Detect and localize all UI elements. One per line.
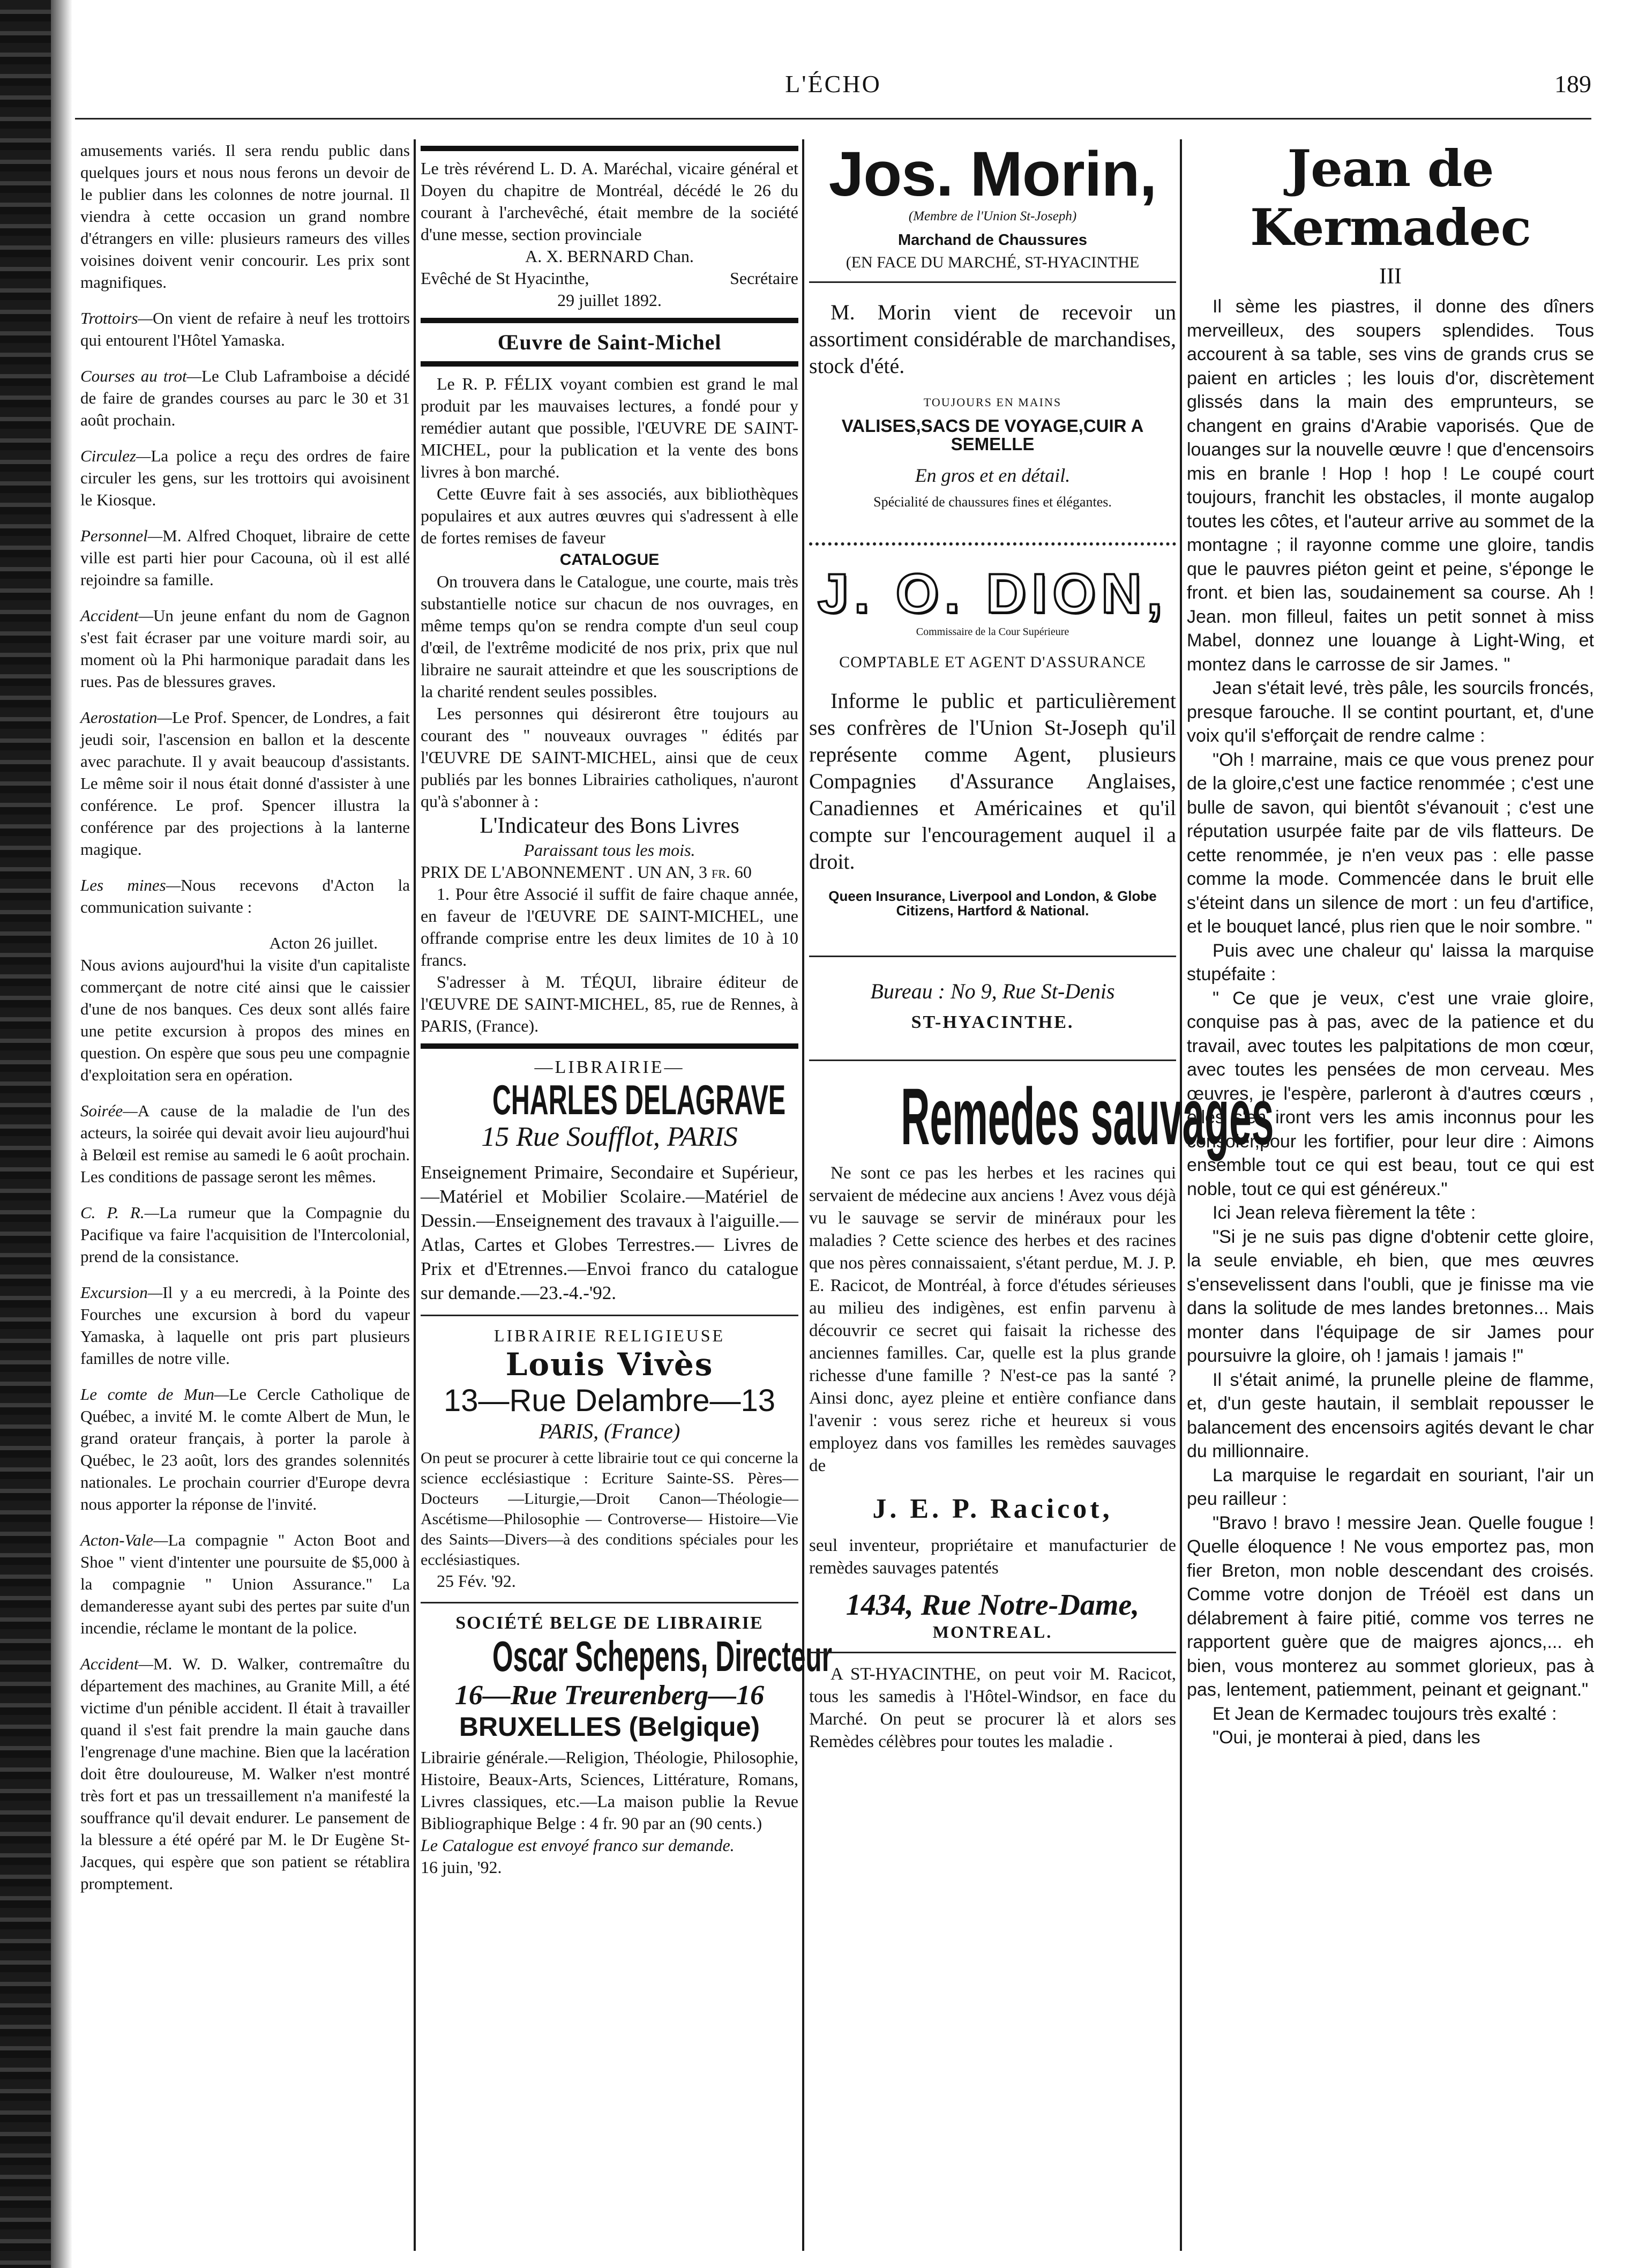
serial-column bbox=[1187, 139, 1594, 2262]
news-item bbox=[80, 139, 410, 293]
news-item-heading: Soirée— bbox=[80, 1101, 138, 1120]
news-item-heading: Circulez— bbox=[80, 446, 151, 465]
serial-paragraph: Et Jean de Kermadec toujours très exalté : bbox=[1213, 1703, 1557, 1724]
remedes-body: Ne sont ce pas les herbes et les racines qui servaient de médecine aux anciens ! Avez vous déjà vu le sauvage se servir de minéraux pour les maladies ? Cette science des herbes et des racines que nos pères connaissaient, s'étant perdue, M. J. P. E. Racicot, de Montréal, à force d'études sérieuses au milieu des indigènes, est enfin parvenu à découvrir ce secret qui faisait la richesse des anciennes familles. Car, quelle est la plus grande richesse d'une famille ? N'est-ce pas la santé ? Ainsi donc, ayez pleine et entière confiance dans l'avenir : vous serez riche et heureux si vous employez dans vos familles les remèdes sauvages de bbox=[809, 1163, 1176, 1475]
notice-role: Secrétaire bbox=[730, 268, 798, 288]
news-item bbox=[80, 445, 410, 511]
news-item-heading: Courses au trot— bbox=[80, 367, 202, 385]
news-item bbox=[80, 1383, 410, 1515]
dion-city: ST-HYACINTHE. bbox=[911, 1012, 1074, 1032]
dion-body: Informe le public et particulièrement ses confrères de l'Union St-Joseph qu'il représente comme Agent, plusieurs Compagnies d'Assurance Anglaises, Canadiennes et Américaines et qu'il compte sur l'encouragement auquel il a droit. bbox=[809, 689, 1176, 874]
serial-paragraph: Ici Jean releva fièrement la tête : bbox=[1213, 1203, 1476, 1223]
morin-trade: Marchand de Chaussures bbox=[898, 232, 1087, 249]
binding-edge bbox=[0, 0, 51, 2268]
news-item-heading: Acton-Vale— bbox=[80, 1531, 168, 1549]
morin-always: TOUJOURS EN MAINS bbox=[923, 396, 1062, 409]
racicot-visit: A ST-HYACINTHE, on peut voir M. Racicot, tous les samedis à l'Hôtel-Windsor, en face du Marché. On peut se procurer là et alors ses Remèdes célèbres pour toutes les maladie . bbox=[809, 1665, 1176, 1751]
serial-paragraph: Il s'était animé, la prunelle pleine de flamme, et, d'un geste hautain, il semblait repousser le balancement des encensoirs agités devant le char du millionnaire. bbox=[1187, 1369, 1594, 1461]
notices-column bbox=[421, 139, 833, 2262]
vives-body: On peut se procurer à cette librairie tout ce qui concerne la science ecclésiastique : Ecriture Sainte-SS. Pères—Docteurs —Liturgie,—Droit Canon—Théologie— Ascétisme—Philosophie — Controverse— Histoire—Vie des Saints—Divers—à des conditions spéciales pour les ecclésiastiques. bbox=[421, 1449, 798, 1569]
dion-name: J. O. DION, bbox=[817, 563, 1168, 625]
serial-paragraph: Il sème les piastres, il donne des dîners merveilleux, des soupers splendides. Tous accourent à sa table, ses vins de grands crus se paient en articles ; les louis d'or, discrètement glissés dans la main des emprunteurs, se changent en grains d'Arabie vaporisés. Que de louanges sur la nouvelle œuvre ! que d'encensoirs mis en branle ! Hop ! hop ! Le coupé court toujours, franchit les obstacles, il monte augalop toutes les côtes, et l'auteur arrive au sommet de la montagne ; il rayonne comme une gloire, tandis que le pauvres piéton geint et peine, s'éponge le front. et bien las, soudainement sa course. Ah ! Jean. mon filleul, faites un petit sonnet à miss Mabel, donnez une louange à Light-Wing, et montez dans le carrosse de sir James. " bbox=[1187, 296, 1594, 675]
oeuvre-paragraph: Le R. P. FÉLIX voyant combien est grand le mal produit par les mauvaises lectures, a fondé pour y remédier autant que possible, l'ŒUVRE DE SAINT-MICHEL, pour la publication et la vente des bons livres à bon marché. bbox=[421, 374, 798, 481]
header-rule bbox=[75, 118, 1591, 120]
vives-label: LIBRAIRIE RELIGIEUSE bbox=[493, 1326, 725, 1345]
news-item-text: La rumeur que la Compagnie du Pacifique va faire l'acquisition de l'Intercolonial, prend de la consistance. bbox=[80, 1203, 410, 1266]
news-item-text: amusements variés. Il sera rendu public dans quelques jours et nous nous ferons un devoir de le publier dans les colonnes de notre journal. Il viendra à cette occasion un grand nombre d'étrangers en ville: plusieurs rameurs des villes voisines doivent venir concourir. Les prix sont magnifiques. bbox=[80, 141, 410, 292]
news-item-heading: Le comte de Mun— bbox=[80, 1385, 229, 1404]
rule bbox=[421, 318, 798, 323]
local-news-column bbox=[80, 139, 410, 2262]
racicot-inventor: seul inventeur, propriétaire et manufacturier de remèdes sauvages patentés bbox=[809, 1536, 1176, 1578]
serial-paragraph: Jean s'était levé, très pâle, les sourcils froncés, presque farouche. Il se contint pourtant, et, d'une voix qu'il s'efforçait de rendre calme : bbox=[1187, 678, 1594, 746]
news-item bbox=[80, 1202, 410, 1267]
binding-shadow bbox=[51, 0, 72, 2268]
schepens-body: Librairie générale.—Religion, Théologie, Philosophie, Histoire, Beaux-Arts, Sciences, Littérature, Romans, Livres classiques, etc.—La maison publie la Revue Bibliographique Belge : 4 fr. 90 par an (90 cents.) bbox=[421, 1748, 798, 1833]
serial-body bbox=[1187, 295, 1594, 1750]
news-item-text: Un jeune enfant du nom de Gagnon s'est fait écraser par une voiture mardi soir, au moment où la Phi harmonique paradait dans les rues. Pas de blessures graves. bbox=[80, 606, 410, 691]
racicot-city: MONTREAL. bbox=[932, 1622, 1053, 1642]
vives-address: 13—Rue Delambre—13 bbox=[444, 1383, 775, 1418]
rule bbox=[421, 1043, 798, 1049]
schepens-name: Oscar Schepens, Directeur bbox=[492, 1632, 833, 1680]
news-item-dateline: Acton 26 juillet. bbox=[269, 934, 378, 952]
schepens-label: SOCIÉTÉ BELGE DE LIBRAIRIE bbox=[455, 1613, 764, 1633]
obituary-notice bbox=[421, 158, 798, 311]
news-item-heading: Accident— bbox=[80, 606, 154, 625]
rule bbox=[809, 1652, 1176, 1653]
rule bbox=[421, 1602, 798, 1603]
news-item-text: M. Alfred Choquet, libraire de cette ville est parti hier pour Cacouna, où il est allé rejoindre sa famille. bbox=[80, 526, 410, 589]
schepens-date: 16 juin, '92. bbox=[421, 1857, 502, 1877]
rule bbox=[809, 542, 1176, 546]
notice-place-line bbox=[421, 267, 798, 289]
news-item-heading: Accident— bbox=[80, 1654, 154, 1673]
dion-subtitle: Commissaire de la Cour Supérieure bbox=[916, 626, 1069, 638]
news-item-text: La police a reçu des ordres de faire circuler les gens, sur les trottoirs qui avoisinent le Kiosque. bbox=[80, 446, 410, 509]
chapter-number: III bbox=[1379, 264, 1402, 289]
schepens-city: BRUXELLES (Belgique) bbox=[459, 1712, 760, 1742]
vives-date: 25 Fév. '92. bbox=[437, 1571, 516, 1591]
news-item-text: Le Cercle Catholique de Québec, a invité M. le comte Albert de Mun, le grand orateur français, à porter la parole à Québec, le 23 août, lors des grandes solennités nationales. Le prochain courrier d'Europe devra nous apporter la réponse de l'invité. bbox=[80, 1385, 410, 1513]
indicateur-title: L'Indicateur des Bons Livres bbox=[480, 814, 739, 838]
rule bbox=[809, 956, 1176, 957]
news-item-text: La compagnie " Acton Boot and Shoe " vient d'intenter une poursuite de $5,000 à la compagnie " Union Assurance." La demanderesse ayant subi des pertes par suite d'un incendie, réclame le montant de la police. bbox=[80, 1531, 410, 1637]
serial-paragraph: Puis avec une chaleur qu' laissa la marquise stupéfaite : bbox=[1187, 940, 1594, 984]
serial-paragraph: "Oh ! marraine, mais ce que vous prenez pour de la gloire,c'est une factice renommée ; c'est une bulle de savon, qui bientôt s'évanouit ; c'est une réputation usurpée faite par de vils flatteurs. De cette renommée, je n'en veux pas : elle passe comme la mode. Commencée dans le bruit elle s'éteint dans un silence de mort : un feu d'artifice, et le bouquet lancé, plus rien que le noir sombre. " bbox=[1187, 749, 1594, 937]
notice-signature: A. X. BERNARD Chan. bbox=[525, 247, 694, 266]
news-item bbox=[80, 525, 410, 591]
news-item-heading: Trottoirs— bbox=[80, 309, 153, 327]
notice-text: Le très révérend L. D. A. Maréchal, vicaire général et Doyen du chapitre de Montréal, décédé le 26 du courant à l'archevêché, était membre de la société d'une messe, section provinciale bbox=[421, 159, 798, 244]
oeuvre-title: Œuvre de Saint-Michel bbox=[497, 330, 722, 354]
news-item bbox=[80, 1281, 410, 1369]
delagrave-label: —LIBRAIRIE— bbox=[534, 1057, 685, 1077]
rule bbox=[809, 281, 1176, 283]
indicateur-frequency: Paraissant tous les mois. bbox=[523, 840, 695, 860]
rule bbox=[421, 146, 798, 151]
oeuvre-paragraph: Les personnes qui désireront être toujours au courant des " nouveaux ouvrages " édités par l'ŒUVRE DE SAINT-MICHEL, ainsi que de ceux publiés par les bonnes Librairies catholiques, n'auront qu'à s'abonner à : bbox=[421, 704, 798, 811]
serial-paragraph: "Si je ne suis pas digne d'obtenir cette gloire, la seule enviable, eh bien, que mes œuvres s'ensevelissent dans l'oubli, que je finisse ma vie dans la solitude de mes landes bretonnes... Mais monter dans l'équipage de sir James pour poursuivre la gloire, oh ! jamais ! jamais !" bbox=[1187, 1226, 1594, 1366]
rule bbox=[421, 361, 798, 367]
news-item-heading: Personnel— bbox=[80, 526, 163, 545]
column-rule bbox=[1180, 139, 1182, 2251]
running-head bbox=[75, 70, 1591, 107]
serial-paragraph: " Ce que je veux, c'est une vraie gloire, conquise pas à pas, avec de la patience et du travail, avec toutes les palpitations de mon cœur, avec toutes les pensées de mon cerveau. Mes œuvres, je l'espère, parleront à d'autres cœurs , elles s'en iront vers les amis inconnus pour les consoler,pour les fortifier, pour leur dire : Aimons ensemble tout ce qui est beau, tout ce qui est noble, tout ce qui est généreux." bbox=[1187, 988, 1594, 1199]
remedes-title: Remedes sauvages bbox=[901, 1071, 1274, 1161]
news-item bbox=[80, 605, 410, 692]
serial-paragraph: "Oui, je monterai à pied, dans les bbox=[1213, 1727, 1480, 1748]
dion-insurers: Queen Insurance, Liverpool and London, & Globe Citizens, Hartford & National. bbox=[828, 888, 1157, 919]
serial-title: Jean de Kermadec bbox=[1250, 139, 1531, 257]
dion-title: COMPTABLE ET AGENT D'ASSURANCE bbox=[839, 653, 1146, 671]
page-number: 189 bbox=[1554, 70, 1591, 98]
news-item bbox=[80, 1529, 410, 1639]
racicot-address: 1434, Rue Notre-Dame, bbox=[846, 1588, 1140, 1622]
racicot-name: J. E. P. Racicot, bbox=[872, 1494, 1113, 1524]
news-item bbox=[80, 1653, 410, 1894]
morin-name: Jos. Morin, bbox=[828, 139, 1157, 210]
news-item-text: Le Prof. Spencer, de Londres, a fait jeudi soir, l'ascension en ballon et la descente avec parachute. Il y avait beaucoup d'assistants. Le même soir il nous était donné d'assister à une conférence. Le prof. Spencer illustra la conférence par des projections à la lanterne magique. bbox=[80, 708, 410, 859]
news-item bbox=[80, 1100, 410, 1188]
news-item bbox=[80, 307, 410, 351]
oeuvre-paragraph: 1. Pour être Associé il suffit de faire chaque année, en faveur de l'ŒUVRE DE SAINT-MICHEL, une offrande comprise entre les deux limites de 10 à 10 francs. bbox=[421, 884, 798, 969]
news-item bbox=[80, 932, 410, 1086]
news-item-heading: C. P. R.— bbox=[80, 1203, 160, 1222]
delagrave-body: Enseignement Primaire, Secondaire et Supérieur,—Matériel et Mobilier Scolaire.—Matériel de Dessin.—Enseignement des travaux à l'aiguille.—Atlas, Cartes et Globes Terrestres.— Livres de Prix et d'Etrennes.—Envoi franco du catalogue sur demande.—23.-4.-'92. bbox=[421, 1162, 798, 1303]
notice-place: Evêché de St Hyacinthe, bbox=[421, 268, 589, 288]
column-rule bbox=[802, 139, 804, 2251]
news-item-heading: Les mines— bbox=[80, 876, 181, 894]
news-item bbox=[80, 365, 410, 431]
morin-membership: (Membre de l'Union St-Joseph) bbox=[908, 209, 1077, 223]
morin-stock: VALISES,SACS DE VOYAGE,CUIR A SEMELLE bbox=[841, 416, 1144, 454]
journal-title: L'ÉCHO bbox=[785, 70, 881, 98]
news-item-text: A cause de la maladie de l'un des acteurs, la soirée qui devait avoir lieu aujourd'hui à Belœil est remise au samedi le 6 août prochain. Les conditions de passage seront les mêmes. bbox=[80, 1101, 410, 1186]
rule bbox=[809, 1060, 1176, 1061]
oeuvre-paragraph: S'adresser à M. TÉQUI, libraire éditeur de l'ŒUVRE DE SAINT-MICHEL, 85, rue de Rennes, à PARIS, (France). bbox=[421, 972, 798, 1035]
oeuvre-ad bbox=[421, 373, 798, 1037]
ads-column bbox=[809, 139, 1274, 2262]
catalogue-heading: CATALOGUE bbox=[559, 551, 660, 569]
morin-location: (EN FACE DU MARCHÉ, ST-HYACINTHE bbox=[846, 253, 1140, 271]
serial-paragraph: La marquise le regardait en souriant, l'air un peu railleur : bbox=[1187, 1465, 1594, 1509]
schepens-note: Le Catalogue est envoyé franco sur demande. bbox=[421, 1836, 735, 1855]
morin-wholesale: En gros et en détail. bbox=[915, 465, 1071, 486]
oeuvre-paragraph: On trouvera dans le Catalogue, une courte, mais très substantielle notice sur chacun de nos ouvrages, en même temps qu'on se rendra compte d'un seul coup d'œil, de l'extrême modicité de nos prix, prix que nul libraire ne saurait atteindre et que les souscriptions de la charité rendent seules possibles. bbox=[421, 572, 798, 701]
news-item bbox=[80, 874, 410, 918]
news-item-text: On vient de refaire à neuf les trottoirs qui entourent l'Hôtel Yamaska. bbox=[80, 309, 410, 349]
oeuvre-paragraph: Cette Œuvre fait à ses associés, aux bibliothèques populaires et aux autres œuvres qui s'adressent à elle de fortes remises de faveur bbox=[421, 484, 798, 547]
news-item-heading: Excursion— bbox=[80, 1283, 163, 1302]
news-item-text: Nous avions aujourd'hui la visite d'un capitaliste commerçant de notre cité ainsi que le caissier d'une de nos banques. Ces deux sont allés faire une petite excursion à propos des mines en question. On espère que sous peu une compagnie d'exploitation sera en opération. bbox=[80, 956, 410, 1084]
morin-body: M. Morin vient de recevoir un assortiment considérable de marchandises, stock d'été. bbox=[809, 300, 1176, 378]
news-item-heading: Aerostation— bbox=[80, 708, 173, 727]
delagrave-name: CHARLES DELAGRAVE bbox=[492, 1076, 786, 1123]
news-item-text: Il y a eu mercredi, à la Pointe des Fourches une excursion à bord du vapeur Yamaska, à laquelle ont pris part plusieurs familles de notre ville. bbox=[80, 1283, 410, 1368]
notice-date: 29 juillet 1892. bbox=[557, 290, 662, 310]
serial-paragraph: "Bravo ! bravo ! messire Jean. Quelle fougue ! Quelle éloquence ! Ne vous emportez pas, mon fier Breton, mon noble descendant des croisés. Comme votre donjon de Tréoël est dans un délabrement à faire pitié, comme vos terres ne rapportent guère que de maigres ajoncs,... eh bien, vous monterez au sommet glorieux, pas à pas, lentement, patiemment, peinant et geignant." bbox=[1187, 1512, 1594, 1700]
news-item bbox=[80, 706, 410, 860]
dion-bureau: Bureau : No 9, Rue St-Denis bbox=[870, 979, 1115, 1003]
column-rule bbox=[414, 139, 416, 2251]
news-item-text: Nous recevons d'Acton la communication suivante : bbox=[80, 876, 410, 916]
subscription-price: PRIX DE L'ABONNEMENT . UN AN, 3 fr. 60 bbox=[421, 862, 752, 882]
news-item-text: M. W. D. Walker, contremaître du département des machines, au Granite Mill, a été victime d'un pénible accident. Il était à travailler quand il s'est fait prendre la main gauche dans l'engrenage d'une machine. Bien que la lacération doit être douloureuse, M. Walker n'est montré très fort et pas un tressaillement n'a manifesté la souffrance qu'il devait endurer. Le pansement de la blessure a été opéré par M. le Dr Eugène St-Jacques, qui espère que son patient se rétablira promptement. bbox=[80, 1654, 410, 1893]
delagrave-address: 15 Rue Soufflot, PARIS bbox=[481, 1122, 738, 1152]
schepens-address: 16—Rue Treurenberg—16 bbox=[454, 1680, 765, 1711]
vives-name: Louis Vivès bbox=[505, 1346, 714, 1383]
rule bbox=[421, 1315, 798, 1316]
morin-specialty: Spécialité de chaussures fines et élégantes. bbox=[873, 494, 1112, 510]
vives-city: PARIS, (France) bbox=[538, 1419, 680, 1443]
news-item-text: Le Club Laframboise a décidé de faire de grandes courses au parc le 30 et 31 août prochain. bbox=[80, 367, 410, 429]
